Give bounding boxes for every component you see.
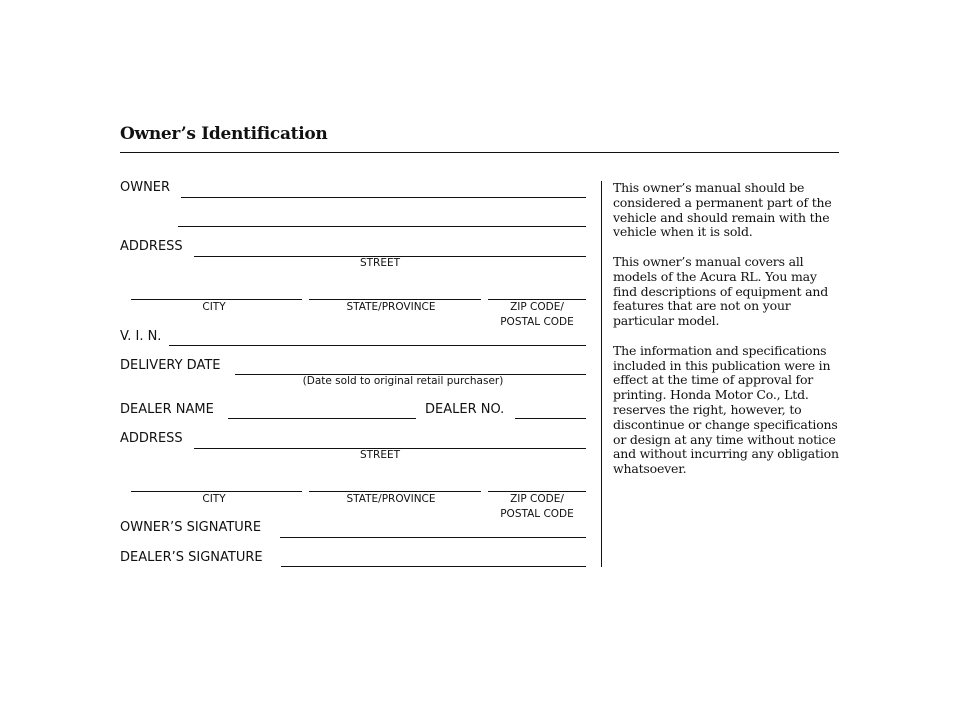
dealer-signature-label: DEALER’S SIGNATURE	[120, 550, 263, 565]
delivery-date-caption: (Date sold to original retail purchaser)	[302, 375, 504, 387]
note-specifications: The information and specifications included in this publication were in effect at the time of approval for printing. Honda Motor Co., Ltd. reserves the right, however, to discontinue or change specifications or design at any time without notice and without incurring any obligation whatsoever.	[613, 342, 839, 477]
dealer-state-caption: STATE/PROVINCE	[346, 493, 436, 505]
owner-name-field[interactable]	[181, 197, 586, 198]
dealer-postal-caption: POSTAL CODE	[500, 508, 574, 520]
owner-name-field-2[interactable]	[178, 226, 586, 227]
dealer-address-label: ADDRESS	[120, 431, 183, 446]
owner-zip-caption: ZIP CODE/	[510, 301, 564, 313]
title-divider	[120, 152, 839, 153]
owner-city-caption: CITY	[202, 301, 226, 313]
owner-signature-field[interactable]	[280, 537, 586, 538]
vin-field[interactable]	[169, 345, 586, 346]
dealer-no-label: DEALER NO.	[425, 402, 505, 417]
note-permanent-part: This owner’s manual should be considered a permanent part of the vehicle and should remain with the vehicle when it is sold.	[613, 180, 832, 240]
notes-column	[613, 181, 843, 492]
dealer-name-field[interactable]	[228, 418, 416, 419]
delivery-date-label: DELIVERY DATE	[120, 358, 221, 373]
owner-label: OWNER	[120, 180, 171, 195]
vin-label: V. I. N.	[120, 329, 162, 344]
owner-address-label: ADDRESS	[120, 239, 183, 254]
dealer-street-caption: STREET	[359, 449, 401, 461]
owner-signature-label: OWNER’S SIGNATURE	[120, 520, 262, 535]
dealer-no-field[interactable]	[515, 418, 586, 419]
page-title: Owner’s Identification	[120, 124, 328, 144]
dealer-signature-field[interactable]	[281, 566, 586, 567]
column-divider	[601, 181, 602, 567]
owner-postal-caption: POSTAL CODE	[500, 316, 574, 328]
owner-street-caption: STREET	[359, 257, 401, 269]
dealer-zip-caption: ZIP CODE/	[510, 493, 564, 505]
owner-state-caption: STATE/PROVINCE	[346, 301, 436, 313]
dealer-name-label: DEALER NAME	[120, 402, 214, 417]
dealer-city-caption: CITY	[202, 493, 226, 505]
note-models-covered: This owner’s manual covers all models of the Acura RL. You may find descriptions of equipment and features that are not on your particular model.	[613, 253, 829, 329]
